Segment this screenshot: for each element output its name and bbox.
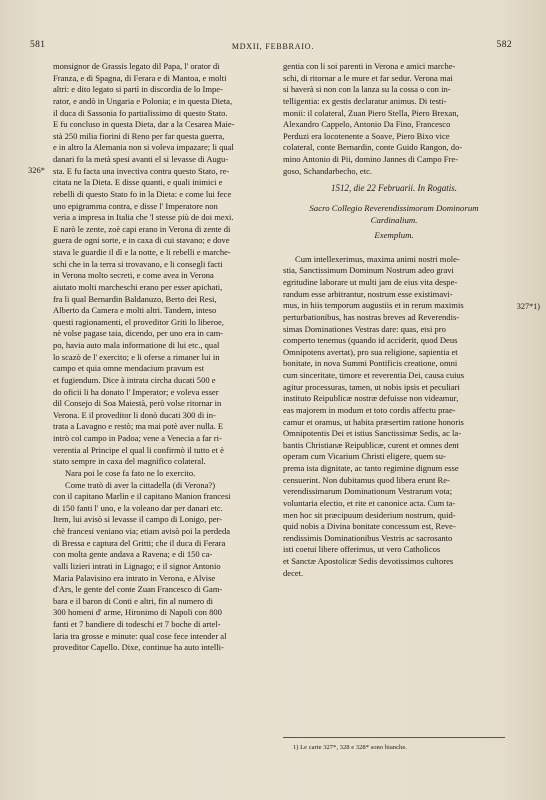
text-line: schi che in la terra si trovavano, e li consegli facti [53, 258, 223, 269]
right-text-column [283, 61, 505, 579]
text-line: egritudine laborare ut multi jam de eius vita despe- [283, 277, 458, 287]
text-line: di Bressa e captura del Gritti; che il duca di Ferara [53, 537, 226, 548]
text-line: comperto tenemus (quando id acciderit, quod Deus [283, 335, 458, 346]
page-number-left: 581 [30, 40, 46, 50]
text-line: fra li qual Bernardin Baldanuzo, Berto dei Resi, [53, 293, 217, 304]
text-line: Alexandro Cappelo, Antonio Da Fino, Francesco [283, 119, 451, 130]
text-line: et Sanctæ Apostolicæ Sedis devotissimos cultores [283, 556, 454, 566]
running-title: MDXII, FEBBRAIO. [231, 42, 315, 51]
text-line: monii: il colateral, Zuan Piero Stella, Piero Brexan, [283, 107, 459, 118]
text-line: guera de ogni sorte, e in caxa di cui stavano; e dove [53, 235, 230, 246]
text-line: simas Dominationes Vestras dare: quas, etsi pro [283, 323, 446, 334]
text-line: Omnipotens avertat), pro sua religione, sapientia et [283, 346, 458, 357]
text-line: bonitate, in nova Summi Pontificis creatione, omni [283, 358, 458, 369]
text-line: do oficii li ha donato l' Imperator; e voleva esser [53, 386, 219, 397]
text-line: Come tratò di aver la cittadella (di Verona?) [65, 479, 216, 490]
text-line: Perduzi era locotenente a Soave, Piero Bixo vice [283, 130, 450, 141]
text-line: stava le guardie il dì e la notte, e li rebelli e marche- [53, 247, 231, 257]
text-line: cum sinceritate, timore et reverentia Dei, causa cuius [283, 370, 465, 380]
text-line: dil Consejo di Soa Maiestà, però volse ritornar in [53, 398, 222, 409]
text-line: laria tra grosse e minute: qual cose fece intender al [53, 630, 227, 641]
margin-note-right: 327*1) [516, 302, 540, 311]
footnote: 1) Le carte 327*, 328 e 328* sono bianche. [293, 744, 407, 751]
text-line: eas majorem in modum et toto cordis affectu prae- [283, 404, 456, 415]
text-line: operam cum Vicarium Christi eligere, quem su- [283, 451, 446, 462]
text-line: perturbationibus, has nostras breves ad Reverendis- [283, 311, 460, 322]
text-line: e in altro la Alemania non si voleva impazare; li qual [53, 142, 234, 153]
text-line: men hoc sit præcipuum desiderium nostrum, quid- [283, 509, 456, 520]
margin-note-left: 326* [28, 165, 45, 175]
text-line: proveditor Capello. Dixe, continue ha auto intelli- [53, 642, 224, 653]
text-line: si haverà si non con la lanza su la cossa o con in- [283, 84, 451, 95]
text-line: stato sempre in caxa del magnifico colateral. [53, 456, 206, 467]
text-line: Omnipotentis Dei et istius Sanctissimæ Sedis, ac la- [283, 428, 462, 439]
text-line: instituto Reipublicæ nostræ defuisse non videamur, [283, 393, 459, 404]
text-line: decet. [283, 567, 304, 578]
text-line: goso, Schandarbecho, etc. [283, 165, 372, 176]
text-line: censuerint. Non dubitamus quod libera erunt Re- [283, 474, 450, 485]
text-line: gentia con li soi parenti in Verona e amici marche- [283, 61, 456, 71]
text-line: 300 homeni d' arme, Hironimo di Napoli con 800 [53, 607, 222, 618]
text-line: isti coetui libere offerimus, ut vero Catholicos [283, 544, 441, 555]
text-line: danari fo la metà spesi avanti el si levasse di Augu- [53, 154, 229, 164]
left-text-column [53, 61, 275, 654]
text-line: aiutato molti marcheschi erano per esser apichati, [53, 281, 223, 292]
latin-letter-body [283, 254, 505, 580]
text-line: campo et quia omne mendacium pravum est [53, 363, 204, 374]
right-column-body [283, 61, 505, 177]
text-line: con molta gente andava a Ravena; e di 150 ca- [53, 549, 213, 560]
text-line: questi ragionamenti, el proveditor Griti lo liberoe, [53, 316, 224, 327]
text-line: agitur processuras, tamen, ut nobis ipsis et peculiari [283, 381, 460, 392]
text-line: po, havia auto mala informatione di lui etc., qual [53, 340, 220, 350]
text-line: E narò le zente, zoè capi erano in Verona di zente di [53, 223, 231, 234]
text-line: Alberto da Camera e molti altri. Tandem, inteso [53, 305, 217, 316]
text-line: lo scazò de l' exercito; e li oferse a rimaner lui in [53, 351, 220, 362]
text-line: voluntaria electio, et rite et canonice acta. Cum ta- [283, 497, 456, 508]
text-line: fanti et 7 bandiere di todeschi et 7 boche di artel- [53, 619, 221, 629]
text-line: quid nobis a Divina bonitate concessum est, Reve- [283, 521, 456, 532]
text-line: E fu concluso in questa Dieta, dar a la Cesarea Maie- [53, 119, 235, 130]
text-line: schi, di ritornar a le mure et far sedur. Verona mai [283, 72, 453, 83]
text-line: uno epigramma contra, e disse l' Imperatore non [53, 200, 218, 211]
text-line: rendissimis Dominationibus Vestris ac sacrosanto [283, 532, 453, 543]
text-line: rebelli di questo Stato fo in la Dieta: e come lui fece [53, 188, 232, 199]
text-line: citata ne la Dieta. E disse quanti, e quali inimici e [53, 177, 223, 188]
text-line: Franza, e di Spagna, di Ferara e di Mantoa, e molti [53, 72, 227, 83]
text-line: verentia al Principe el qual li confirmò il tutto et è [53, 444, 224, 455]
text-line: veria a impresa in Italia che 'l stesse più de doi mexi. [53, 212, 234, 223]
text-line: valli lizieri intrati in Lignago; e il signor Antonio [53, 560, 221, 571]
text-line: con il capitano Marlin e il capitano Manion francesi [53, 491, 231, 502]
text-line: Cum intellexerimus, maxima animi nostri mole- [295, 253, 460, 264]
document-date-heading: 1512, die 22 Februarii. In Rogatis. [331, 183, 457, 194]
text-line: bara e il baron di Conti e altri, fin al numero di [53, 595, 213, 606]
text-line: d'Ars, le gente del conte Zuan Francesco di Gam- [53, 584, 223, 595]
text-line: monsignor de Grassis legato dil Papa, l' orator di [53, 61, 220, 71]
text-line: mino Antonio di Pii, domino Jannes di Campo Fre- [283, 154, 458, 164]
page-number-right: 582 [496, 40, 512, 50]
text-line: il duca di Sassonia fo partialissimo di questo Stato. [53, 107, 228, 118]
letter-heading-cont: Cardinalium. [370, 214, 418, 225]
text-line: stia, Sanctissimum Dominum Nostrum adeo gravi [283, 265, 454, 276]
text-line: prema ista dignitate, ac tanto regimine dignum esse [283, 463, 459, 473]
text-line: sta. E fu facta una invectiva contra questo Stato, re- [53, 165, 230, 176]
text-line: Nara poi le cose fa fato ne lo exercito. [65, 467, 196, 478]
text-line: stà 250 milia fiorini di Reno per far questa guerra, [53, 130, 225, 141]
text-line: randum esse arbitrantur, nostrum esse existimavi- [283, 288, 453, 299]
text-line: in Verona molto secreti, e come avea in Verona [53, 270, 214, 281]
text-line: mus, in hiis temporum augustiis et in rerum maximis [283, 300, 464, 311]
exemplum-heading: Exemplum. [374, 230, 414, 241]
letter-heading: Sacro Collegio Reverendissimorum Dominorum [309, 202, 479, 213]
text-line: rator, e andò in Ungaria e Polonia; e in questa Dieta, [53, 95, 233, 106]
text-line: bantis Christianæ Reipublicæ, curent et omnes dent [283, 439, 459, 450]
text-line: di 150 fanti l' uno, e la voleano dar per danari etc. [53, 502, 223, 513]
text-line: et fugiendum. Dice à intrata circha ducati 500 e [53, 374, 216, 385]
text-line: Verona. E il proveditor li donò ducati 300 di in- [53, 409, 216, 420]
text-line: chè francesi veniano via; etiam avisò poi la perdeda [53, 526, 231, 536]
text-line: nè volse pagase taia, dicendo, per uno era in cam- [53, 328, 224, 339]
text-line: Item, lui avisò si levasse il campo di Lonigo, per- [53, 514, 223, 525]
text-line: verendissimarum Dominationum Vestrarum vota; [283, 486, 453, 497]
text-line: altri: e dito legato si partì in discordia de lo Impe- [53, 84, 223, 95]
footnote-rule [283, 737, 505, 738]
text-line: trata a Lavagno e restò; ma mai potè aver nulla. E [53, 421, 224, 432]
text-line: telligentia: ex gestis declaratur animus. Di testi- [283, 95, 447, 106]
text-line: Maria Palavisino era intrato in Verona, e Alvise [53, 572, 216, 583]
text-line: camur et oramus, ut habita præsertim ratione honoris [283, 416, 464, 427]
text-line: intrò col campo in Padoa; vene a Venecia a far ri- [53, 433, 222, 443]
text-line: colateral, conte Bernardin, conte Guido Rangon, do- [283, 142, 463, 153]
